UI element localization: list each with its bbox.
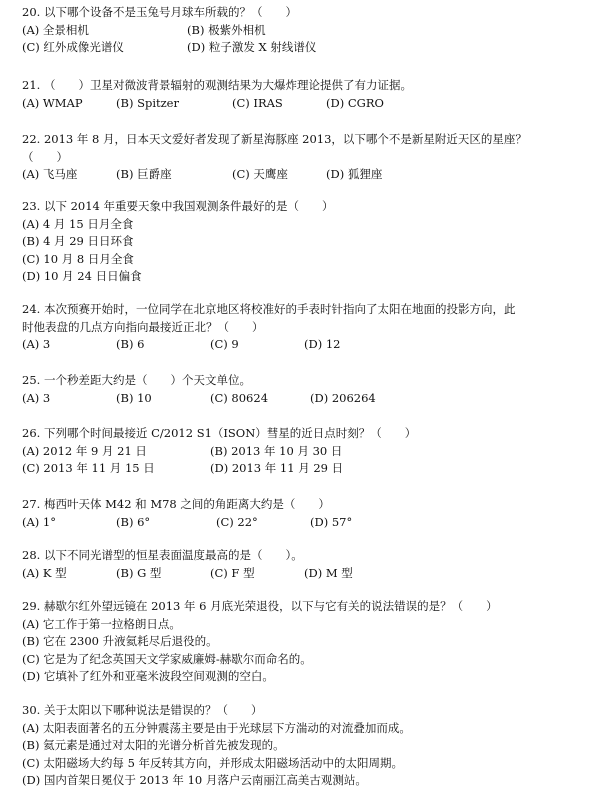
option-b: (B) 4 月 29 日日环食 xyxy=(22,234,134,248)
option-c: (C) 红外成像光谱仪 xyxy=(22,40,124,54)
option-row xyxy=(22,336,602,354)
option-a: (A) 3 xyxy=(22,390,51,405)
question-stem: 25. 一个秒差距大约是（ ）个天文单位。 xyxy=(22,373,251,387)
question-29 xyxy=(22,598,602,686)
question-20 xyxy=(22,4,602,57)
option-d: (D) M 型 xyxy=(304,565,353,580)
option-c: (C) F 型 xyxy=(210,565,255,580)
option-a: (A) 它工作于第一拉格朗日点。 xyxy=(22,616,181,631)
option-b: (B) 极紫外相机 xyxy=(187,22,266,37)
option-c: (C) 80624 xyxy=(210,390,269,405)
option-b: (B) 巨爵座 xyxy=(116,167,172,181)
question-28 xyxy=(22,547,602,582)
option-d: (D) 206264 xyxy=(310,390,376,405)
question-stem: 22. 2013 年 8 月，日本天文爱好者发现了新星海豚座 2013，以下哪个不是新星附近天区的星座？ xyxy=(22,132,527,146)
option-c: (C) 它是为了纪念英国天文学家威廉姆-赫歇尔而命名的。 xyxy=(22,651,312,666)
question-stem: 23. 以下 2014 年重要天象中我国观测条件最好的是（ ） xyxy=(22,199,334,213)
option-c: (C) 2013 年 11 月 15 日 xyxy=(22,461,155,475)
option-row xyxy=(22,95,602,113)
question-26 xyxy=(22,425,602,478)
option-b: (B) Spitzer xyxy=(116,95,179,110)
question-27 xyxy=(22,496,602,531)
question-25 xyxy=(22,372,602,407)
option-row xyxy=(22,514,602,532)
option-row xyxy=(22,565,602,583)
option-c: (C) 9 xyxy=(210,337,239,351)
option-a: (A) 2012 年 9 月 21 日 xyxy=(22,443,147,458)
option-row xyxy=(22,460,602,478)
option-row xyxy=(22,39,602,57)
option-d: (D) 12 xyxy=(304,337,341,351)
option-d: (D) 国内首架日冕仪于 2013 年 10 月落户云南丽江高美古观测站。 xyxy=(22,773,367,787)
option-d: (D) 2013 年 11 月 29 日 xyxy=(210,461,344,475)
option-c: (C) 太阳磁场大约每 5 年反转其方向，并形成太阳磁场活动中的太阳周期。 xyxy=(22,755,404,770)
option-d: (D) 粒子激发 X 射线谱仪 xyxy=(187,40,317,54)
option-c: (C) 天鹰座 xyxy=(232,167,288,181)
question-stem-cont: （ ） xyxy=(22,149,68,164)
option-c: (C) 10 月 8 日月全食 xyxy=(22,251,134,266)
option-c: (C) 22° xyxy=(216,514,258,529)
question-23 xyxy=(22,198,602,286)
option-d: (D) 10 月 24 日日偏食 xyxy=(22,269,142,283)
question-stem: 30. 关于太阳以下哪种说法是错误的？（ ） xyxy=(22,703,263,717)
option-a: (A) 太阳表面著名的五分钟震荡主要是由于光球层下方湍动的对流叠加而成。 xyxy=(22,720,411,735)
question-stem: 24. 本次预赛开始时，一位同学在北京地区将校准好的手表时针指向了太阳在地面的投影方向，此 xyxy=(22,302,516,316)
option-a: (A) WMAP xyxy=(22,95,83,110)
option-d: (D) CGRO xyxy=(326,95,384,110)
question-24 xyxy=(22,301,602,354)
question-stem: 21. （ ）卫星对微波背景辐射的观测结果为大爆炸理论提供了有力证据。 xyxy=(22,78,412,92)
option-d: (D) 狐狸座 xyxy=(326,167,383,181)
option-row xyxy=(22,22,602,40)
option-b: (B) 2013 年 10 月 30 日 xyxy=(210,443,343,458)
option-row xyxy=(22,166,602,184)
question-stem-cont: 时他表盘的几点方向指向最接近正北？（ ） xyxy=(22,319,264,334)
question-21 xyxy=(22,77,602,112)
option-b: (B) 氦元素是通过对太阳的光谱分析首先被发现的。 xyxy=(22,738,285,752)
option-a: (A) K 型 xyxy=(22,565,67,580)
question-stem: 29. 赫歇尔红外望远镜在 2013 年 6 月底光荣退役，以下与它有关的说法错误的是？（ ） xyxy=(22,599,498,613)
option-b: (B) 6° xyxy=(116,514,151,529)
option-b: (B) 10 xyxy=(116,390,152,405)
option-a: (A) 4 月 15 日月全食 xyxy=(22,216,134,231)
option-c: (C) IRAS xyxy=(232,95,283,110)
option-b: (B) G 型 xyxy=(116,565,162,580)
option-b: (B) 它在 2300 升液氦耗尽后退役的。 xyxy=(22,634,218,648)
option-row xyxy=(22,443,602,461)
option-b: (B) 6 xyxy=(116,337,145,351)
question-22 xyxy=(22,131,602,184)
option-a: (A) 3 xyxy=(22,337,51,351)
option-a: (A) 飞马座 xyxy=(22,167,78,181)
question-30 xyxy=(22,702,602,790)
question-stem: 27. 梅西叶天体 M42 和 M78 之间的角距离大约是（ ） xyxy=(22,497,330,511)
option-a: (A) 1° xyxy=(22,514,57,529)
option-d: (D) 它填补了红外和亚毫米波段空间观测的空白。 xyxy=(22,669,274,683)
question-stem: 28. 以下不同光谱型的恒星表面温度最高的是（ ）。 xyxy=(22,548,303,562)
option-row xyxy=(22,390,602,408)
option-d: (D) 57° xyxy=(310,514,353,529)
question-stem: 26. 下列哪个时间最接近 C/2012 S1（ISON）彗星的近日点时刻？（ ） xyxy=(22,426,417,440)
option-a: (A) 全景相机 xyxy=(22,22,89,37)
question-stem: 20. 以下哪个设备不是玉兔号月球车所载的？（ ） xyxy=(22,5,297,19)
